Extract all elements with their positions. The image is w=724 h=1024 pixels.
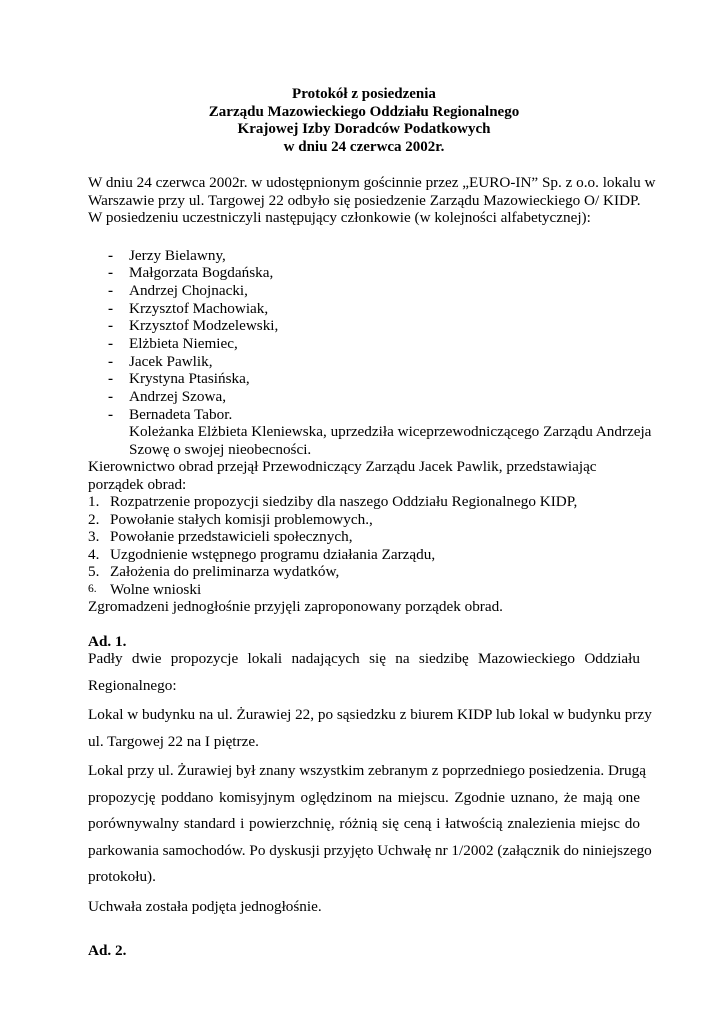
intro-line-3: W posiedzeniu uczestniczyli następujący członkowie (w kolejności alfabetycznej):: [88, 209, 591, 226]
agenda-item: [88, 563, 640, 581]
member-name: Bernadeta Tabor.: [129, 405, 233, 423]
member-name: Krystyna Ptasińska,: [129, 370, 250, 388]
agenda-text: Uzgodnienie wstępnego programu działania Zarządu,: [110, 545, 436, 563]
agenda-text: Powołanie stałych komisji problemowych.,: [110, 510, 373, 528]
agenda-item: [88, 546, 640, 564]
member-name: Elżbieta Niemiec,: [129, 334, 238, 352]
ad1-paragraph-2: [88, 702, 652, 755]
ad1-p2-line-2: ul. Targowej 22 na I piętrze.: [88, 732, 259, 750]
agenda-intro-line-1: Kierownictwo obrad przejął Przewodniczący Zarządu Jacek Pawlik, przedstawiając: [88, 458, 597, 476]
absence-note-line-1: Koleżanka Elżbieta Kleniewska, uprzedziła wiceprzewodniczącego Zarządu Andrzeja: [129, 423, 652, 441]
member-item: [88, 406, 640, 424]
section-heading-ad1: Ad. 1.: [88, 632, 127, 650]
agenda-intro-line-2: porządek obrad:: [88, 475, 187, 493]
ad1-p1-line-1: Padły dwie propozycje lokali nadających się na siedzibę Mazowieckiego Oddziału: [88, 650, 640, 668]
dash-bullet: -: [108, 352, 114, 370]
member-name: Jerzy Bielawny,: [129, 246, 226, 264]
agenda-text: Powołanie przedstawicieli społecznych,: [110, 528, 353, 546]
member-name: Krzysztof Modzelewski,: [129, 317, 279, 335]
dash-bullet: -: [108, 388, 114, 405]
agenda-item: [88, 511, 640, 529]
title-line-2: Zarządu Mazowieckiego Oddziału Regionalnego: [208, 103, 520, 120]
member-name: Małgorzata Bogdańska,: [129, 264, 274, 282]
intro-paragraph: [88, 174, 656, 227]
title-line-3: Krajowej Izby Doradców Podatkowych: [237, 121, 491, 137]
ad1-p1-line-2: Regionalnego:: [88, 676, 177, 694]
ad1-p2-line-1: Lokal w budynku na ul. Żurawiej 22, po sąsiedzku z biurem KIDP lub lokal w budynku przy: [88, 706, 652, 724]
document-title: [88, 86, 640, 156]
agenda-text: Wolne wnioski: [110, 580, 202, 598]
title-line-1: Protokół z posiedzenia: [292, 86, 436, 102]
intro-line-1: W dniu 24 czerwca 2002r. w udostępnionym gościnnie przez „EURO-IN” Sp. z o.o. lokalu w: [88, 174, 656, 191]
member-item: [88, 317, 640, 335]
ad1-p3-line-1: Lokal przy ul. Żurawiej był znany wszystkim zebranym z poprzedniego posiedzenia. Drugą: [88, 762, 646, 780]
section-heading-ad2: Ad. 2.: [88, 942, 127, 960]
agenda-item: [88, 581, 640, 599]
agenda-item: [88, 528, 640, 546]
ad1-paragraph-4: Uchwała została podjęta jednogłośnie.: [88, 897, 322, 915]
agenda-text: Założenia do preliminarza wydatków,: [110, 563, 340, 581]
absence-note-line-2: Szowę o swojej nieobecności.: [129, 440, 312, 458]
ad1-p3-line-4: parkowania samochodów. Po dyskusji przyjęto Uchwałę nr 1/2002 (załącznik do niniejszego: [88, 841, 652, 859]
member-name: Jacek Pawlik,: [129, 352, 213, 370]
member-item: [88, 247, 640, 265]
agenda-intro: [88, 458, 640, 493]
dash-bullet: -: [108, 317, 114, 335]
agenda-number: 2.: [88, 510, 100, 528]
agenda-list: [88, 493, 640, 598]
intro-line-2: Warszawie przy ul. Targowej 22 odbyło się posiedzenie Zarządu Mazowieckiego O/ KIDP.: [88, 191, 641, 209]
absence-note: [88, 423, 652, 458]
agenda-number: 3.: [88, 528, 100, 546]
dash-bullet: -: [108, 246, 114, 264]
member-item: [88, 300, 640, 318]
member-name: Krzysztof Machowiak,: [129, 299, 269, 317]
ad1-paragraph-3: [88, 758, 652, 891]
member-item: [88, 388, 640, 406]
ad1-p3-line-5: protokołu).: [88, 868, 156, 886]
member-item: [88, 264, 640, 282]
dash-bullet: -: [108, 334, 114, 352]
dash-bullet: -: [108, 264, 114, 282]
member-name: Andrzej Szowa,: [129, 388, 226, 405]
member-item: [88, 282, 640, 300]
agenda-item: [88, 493, 640, 511]
agenda-number: 4.: [88, 545, 100, 563]
dash-bullet: -: [108, 281, 114, 299]
agenda-accepted: Zgromadzeni jednogłośnie przyjęli zaproponowany porządek obrad.: [88, 598, 503, 616]
member-item: [88, 370, 640, 388]
agenda-number: 1.: [88, 493, 100, 511]
member-item: [88, 335, 640, 353]
ad1-p3-line-2: propozycję poddano komisyjnym oględzinom na miejscu. Zgodnie uznano, że mają one: [88, 788, 640, 806]
ad1-p3-line-3: porównywalny standard i powierzchnię, różnią się ceną i łatwością znalezienia miejsc do: [88, 815, 640, 833]
dash-bullet: -: [108, 299, 114, 317]
member-name: Andrzej Chojnacki,: [129, 281, 248, 299]
agenda-text: Rozpatrzenie propozycji siedziby dla naszego Oddziału Regionalnego KIDP,: [110, 493, 578, 511]
agenda-number: 5.: [88, 563, 100, 581]
title-line-4: w dniu 24 czerwca 2002r.: [283, 138, 445, 155]
document-page: [88, 86, 656, 960]
dash-bullet: -: [108, 405, 114, 423]
agenda-number: 6.: [88, 582, 97, 595]
member-item: [88, 353, 640, 371]
members-list: [88, 247, 640, 424]
dash-bullet: -: [108, 370, 114, 388]
ad1-paragraph-1: [88, 646, 640, 699]
